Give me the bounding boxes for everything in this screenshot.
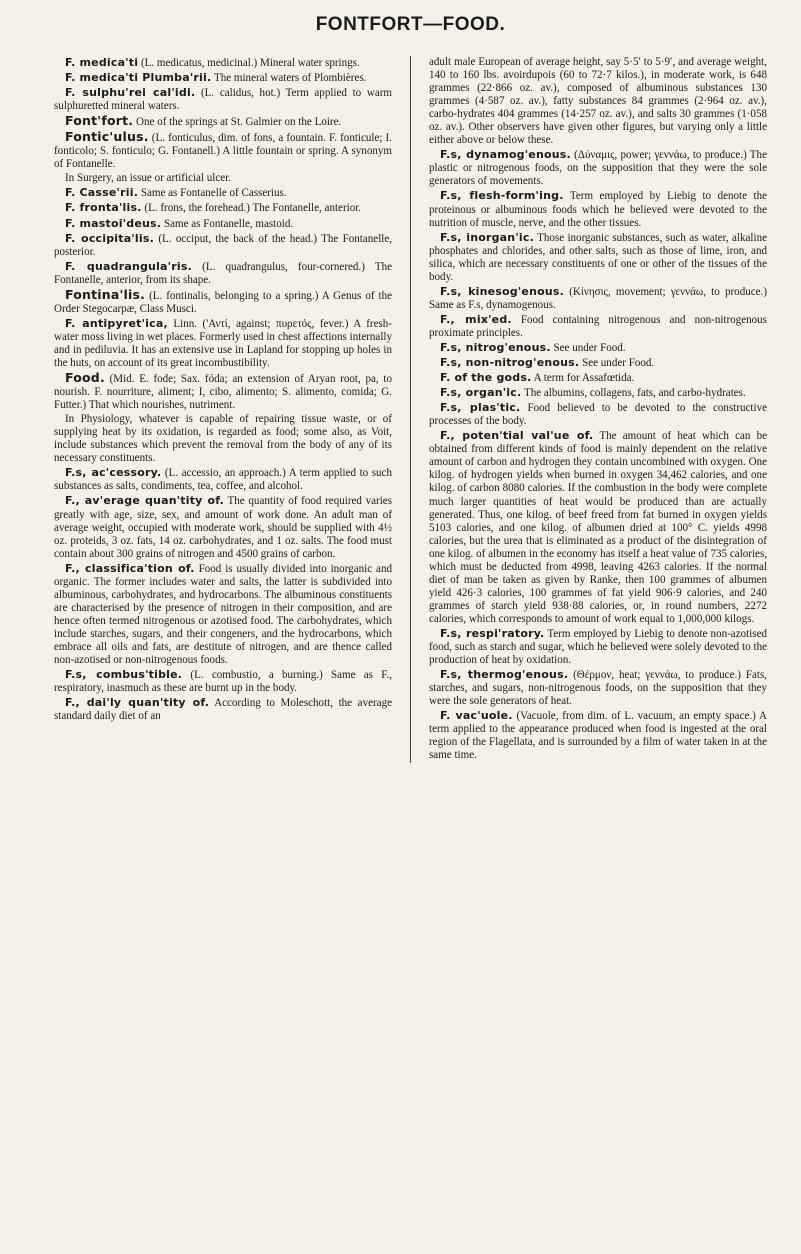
dictionary-entry bbox=[54, 114, 392, 129]
entry-headword: F.s, dynamog'enous. bbox=[440, 148, 571, 162]
entry-definition: Linn. ('Αντί, against; πυρετός, fever.) A fresh-water moss living in wet places. Formerly used in chest affections internally and in pediluvia. It has an extensive use in Lapland for stopping up holes in the huts, on account of its great incombustibility. bbox=[54, 317, 392, 369]
entry-headword: F.s, combus'tible. bbox=[65, 668, 183, 682]
entry-definition: Those inorganic substances, such as water, alkaline phosphates and chlorides, and other salts, such as those of lime, iron, and silica, which are necessary constituents of one or other of the tissues of the body. bbox=[429, 231, 767, 283]
entry-definition: (Mid. E. fode; Sax. fóda; an extension of Aryan root, pa, to nourish. F. nourriture, aliment; I, cibo, alimento; S. alimento, comida; G. Futter.) That which nourishes, nutriment. bbox=[54, 373, 392, 412]
entry-headword: F.s, respi'ratory. bbox=[440, 626, 545, 640]
entry-definition: The mineral waters of Plombières. bbox=[211, 72, 367, 85]
entry-headword: F.s, non-nitrog'enous. bbox=[440, 356, 580, 370]
running-head: FONTFORT—FOOD. bbox=[315, 14, 506, 35]
entry-definition: (L. accessio, an approach.) A term applied to such substances as salts, condiments, tea, coffee, and alcohol. bbox=[54, 467, 392, 493]
two-column-body bbox=[54, 56, 767, 763]
entry-definition: (Vacuole, from dim. of L. vacuum, an empty space.) A term applied to the appearance produced when food is ingested at the oral region of the Flagellata, and is surrounded by a film of water taken in at the same time. bbox=[429, 710, 767, 762]
entry-headword: F.s, ac'cessory. bbox=[65, 466, 162, 480]
dictionary-entry bbox=[54, 413, 392, 465]
entry-definition: (L. combustio, a burning.) Same as F., respiratory, inasmuch as these are burnt up in the body. bbox=[54, 669, 392, 695]
entry-definition: (L. occiput, the back of the head.) The Fontanelle, posterior. bbox=[54, 232, 393, 258]
dictionary-entry bbox=[54, 371, 392, 412]
entry-headword: F., dai'ly quan'tity of. bbox=[65, 696, 210, 710]
entry-headword: F.s, inorgan'ic. bbox=[440, 230, 534, 244]
entry-headword: F.s, kinesog'enous. bbox=[440, 284, 565, 298]
entry-headword: Font'fort. bbox=[65, 113, 134, 129]
entry-headword: F. medica'ti bbox=[65, 56, 139, 69]
entry-definition: (Θέρμον, heat; γεννάω, to produce.) Fats, starches, and sugars, non-nitrogenous foods, on the supposition that they were the sole generators of heat. bbox=[429, 669, 768, 708]
entry-headword: F. medica'ti Plumba'rii. bbox=[65, 71, 212, 85]
entry-headword: F. Casse'rii. bbox=[65, 186, 139, 200]
entry-definition: Term employed by Liebig to denote the proteinous or albuminous foods which he believed were devoted to the nutrition of muscle, nerve, and the other tissues. bbox=[429, 190, 768, 229]
column-divider bbox=[410, 56, 411, 763]
entry-definition: (Δύναμις, power; γεννάω, to produce.) The plastic or nitrogenous foods, on the supposition that they were the sole generators of movements. bbox=[429, 149, 767, 188]
dictionary-entry bbox=[429, 285, 767, 312]
entry-headword: F. fronta'lis. bbox=[65, 201, 142, 215]
dictionary-entry bbox=[429, 386, 767, 400]
dictionary-entry bbox=[429, 148, 767, 188]
dictionary-entry bbox=[429, 189, 767, 229]
entry-headword: F.s, plas'tic. bbox=[440, 401, 521, 415]
entry-headword: F. quadrangula'ris. bbox=[65, 259, 192, 273]
entry-definition: Food is usually divided into inorganic and organic. The former includes water and salts, the latter is subdivided into albuminous, carbohydrates, and hydrocarbons. The albuminous constituents are characterised by the presence of nitrogen in their composition, and are hence often termed nitrogenous or azotised food. The carbohydrates, which include starches, sugars, and their congeners, and the hydrocarbons, which embrace all oils and fats, are destitute of nitrogen, and are thence called non-azotised or non-nitrogenous foods. bbox=[54, 562, 392, 667]
dictionary-entry bbox=[429, 371, 767, 385]
dictionary-entry bbox=[429, 429, 767, 626]
entry-headword: Fontina'lis. bbox=[65, 286, 146, 302]
entry-headword: F. occipita'lis. bbox=[65, 231, 154, 245]
dictionary-entry bbox=[429, 709, 767, 762]
dictionary-entry bbox=[54, 201, 392, 215]
dictionary-entry bbox=[54, 71, 392, 85]
entry-headword: F. sulphu'rei cal'idi. bbox=[65, 86, 196, 100]
entry-definition: (Κίνησις, movement; γεννάω, to produce.) Same as F.s, dynamogenous. bbox=[429, 285, 767, 311]
entry-definition: See under Food. bbox=[579, 357, 655, 370]
dictionary-entry bbox=[54, 86, 392, 113]
dictionary-entry bbox=[429, 231, 767, 284]
entry-definition: Same as Fontanelle, mastoid. bbox=[161, 217, 294, 230]
dictionary-entry bbox=[54, 288, 392, 316]
entry-definition: (L. fonticulus, dim. of fons, a fountain. F. fonticule; I. fonticolo; S. fonticulo; G. Fontanell.) A little fountain or spring. A synonym of Fontanelle. bbox=[54, 132, 392, 171]
dictionary-entry bbox=[54, 56, 392, 70]
entry-definition: In Physiology, whatever is capable of repairing tissue waste, or of supplying heat by its oxidation, is regarded as food; some also, as Voit, include substances which prevent the removal from the body of any of its necessary constituents. bbox=[54, 413, 392, 465]
dictionary-entry bbox=[54, 696, 392, 723]
dictionary-entry bbox=[54, 217, 392, 231]
dictionary-entry bbox=[429, 356, 767, 370]
entry-definition: (L. frons, the forehead.) The Fontanelle, anterior. bbox=[141, 202, 362, 215]
dictionary-entry bbox=[429, 668, 767, 708]
entry-definition: A term for Assafœtida. bbox=[531, 372, 635, 385]
entry-headword: F., av'erage quan'tity of. bbox=[65, 494, 225, 508]
entry-definition: In Surgery, an issue or artificial ulcer. bbox=[65, 172, 231, 185]
entry-definition: Food believed to be devoted to the constructive processes of the body. bbox=[429, 402, 767, 428]
dictionary-entry bbox=[54, 260, 392, 287]
dictionary-entry bbox=[429, 401, 767, 428]
dictionary-entry bbox=[429, 56, 767, 147]
entry-headword: F., poten'tial val'ue of. bbox=[440, 429, 594, 443]
dictionary-entry bbox=[429, 313, 767, 340]
entry-headword: F. mastoi'deus. bbox=[65, 216, 162, 230]
dictionary-entry bbox=[54, 172, 392, 185]
entry-definition: Term employed by Liebig to denote non-azotised food, such as starch and sugar, which he believed were solely devoted to the production of heat by oxidation. bbox=[429, 627, 768, 667]
entry-definition: The albumins, collagens, fats, and carbo-hydrates. bbox=[521, 387, 746, 400]
dictionary-entry bbox=[54, 466, 392, 493]
entry-headword: F. of the gods. bbox=[440, 371, 532, 385]
dictionary-entry bbox=[429, 341, 767, 355]
entry-definition: According to Moleschott, the average standard daily diet of an bbox=[54, 697, 393, 723]
right-column bbox=[429, 56, 767, 763]
entry-headword: F. vac'uole. bbox=[440, 709, 513, 723]
entry-headword: F.s, thermog'enous. bbox=[440, 668, 569, 682]
dictionary-entry bbox=[54, 562, 392, 667]
entry-headword: Fontic'ulus. bbox=[65, 129, 149, 145]
entry-headword: Food. bbox=[65, 370, 105, 386]
entry-headword: F.s, nitrog'enous. bbox=[440, 340, 551, 354]
dictionary-entry bbox=[429, 627, 767, 667]
entry-definition: The quantity of food required varies greatly with age, size, sex, and amount of work done. An adult man of average weight, occupied with moderate work, should be supplied with 4½ oz. proteids, 3 oz. fats, 14 oz. carbohydrates, and 1 oz. salts. The food must contain about 300 grains of nitrogen and 4500 grains of carbon. bbox=[54, 495, 392, 560]
entry-definition: Same as Fontanelle of Casserius. bbox=[138, 187, 287, 200]
entry-definition: adult male European of average height, say 5·5′ to 5·9′, and average weight, 140 to 160 lbs. avoirdupois (60 to 72·7 kilos.), in moderate work, is 648 grammes (22·866 oz. av.), composed of albuminous substances 130 grammes (4·587 oz. av.), fatty substances 84 grammes (2·964 oz. av.), carbo-hydrates 404 grammes (14·257 oz. av.), and salts 30 grammes (1·058 oz. av.). Other observers have given other figures, but varying only a little either above or below these. bbox=[429, 56, 767, 147]
left-column bbox=[54, 56, 392, 763]
dictionary-entry bbox=[54, 130, 392, 171]
entry-definition: See under Food. bbox=[550, 341, 626, 354]
dictionary-entry bbox=[54, 668, 392, 695]
entry-definition: (L. quadrangulus, four-cornered.) The Fontanelle, anterior, from its shape. bbox=[54, 260, 393, 286]
entry-definition: (L. fontinalis, belonging to a spring.) A Genus of the Order Stegocarpæ, Class Musci. bbox=[54, 289, 392, 315]
dictionary-entry bbox=[54, 186, 392, 200]
entry-headword: F. antipyret'ica, bbox=[65, 316, 168, 330]
entry-headword: F.s, organ'ic. bbox=[440, 386, 522, 400]
entry-definition: Food containing nitrogenous and non-nitrogenous proximate principles. bbox=[429, 313, 767, 339]
entry-headword: F., mix'ed. bbox=[440, 312, 512, 326]
entry-headword: F., classifica'tion of. bbox=[65, 561, 195, 575]
entry-headword: F.s, flesh-form'ing. bbox=[440, 189, 564, 203]
dictionary-entry bbox=[54, 232, 392, 259]
entry-definition: (L. medicatus, medicinal.) Mineral water springs. bbox=[138, 57, 360, 69]
dictionary-entry bbox=[54, 317, 392, 370]
entry-definition: The amount of heat which can be obtained from different kinds of food is mainly dependent on the relative amount of carbon and hydrogen they contain uncombined with oxygen. One kilog. of hydrogen yields when burned in oxygen 34,462 calories, and one kilog. of carbon 8080 calories. If the combustion in the body were complete much larger quantities of heat would be produced than are actually generated. Thus, one kilog. of beef freed from fat burned in oxygen yields 5103 calories, and one kilog. of albumen dried at 100° C. yields 4998 calories, but the urea that is eliminated as a product of the disintegration of one kilog. of albumen in the economy has itself a heat value of 735 calories, which must be deducted from 4998, leaving 4263 calories. If the normal diet of man be taken as given by Ranke, then 100 grammes of albumen yield 426·3 calories, 100 grammes of fat yield 906·9 calories, and 240 grammes of starch yield 938·88 calories, or, in round numbers, 2272 calories, which corresponds to amount of work equal to 1,000,000 kilogs. bbox=[429, 430, 768, 625]
entry-definition: (L. calidus, hot.) Term applied to warm sulphuretted mineral waters. bbox=[54, 87, 392, 113]
dictionary-entry bbox=[54, 494, 392, 560]
entry-definition: One of the springs at St. Galmier on the Loire. bbox=[133, 116, 342, 129]
